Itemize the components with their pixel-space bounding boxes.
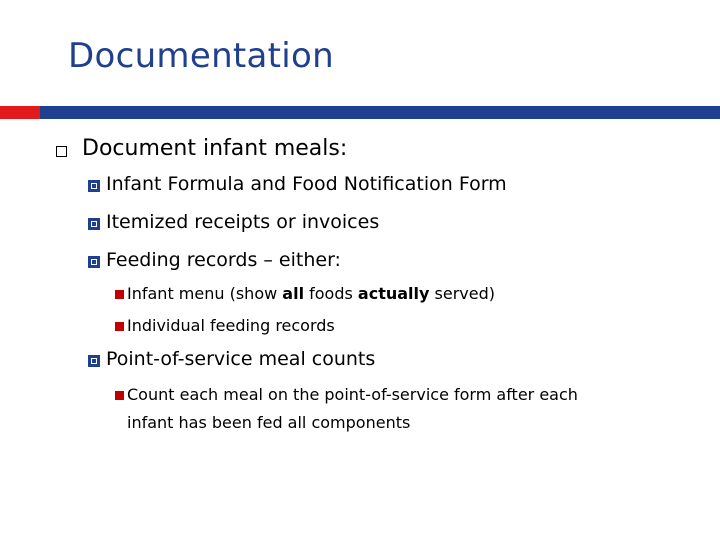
title-rule-red bbox=[0, 97, 40, 119]
bullet-document-infant-meals: Document infant meals: bbox=[82, 136, 348, 161]
menu-text-actually: actually bbox=[357, 284, 430, 303]
bullet-point-of-service: Point-of-service meal counts bbox=[106, 348, 376, 370]
bullet-itemized-receipts: Itemized receipts or invoices bbox=[106, 211, 380, 233]
filled-square-bullet-icon bbox=[88, 218, 100, 230]
menu-text-all: all bbox=[282, 284, 305, 303]
menu-text-a: Infant menu (show bbox=[127, 284, 283, 303]
menu-text-d: served) bbox=[429, 284, 495, 303]
filled-square-bullet-icon bbox=[88, 180, 100, 192]
slide-title: Documentation bbox=[68, 36, 335, 76]
bullet-notification-form: Infant Formula and Food Notification Form bbox=[106, 173, 507, 195]
red-square-bullet-icon bbox=[115, 290, 124, 299]
bullet-feeding-records: Feeding records – either: bbox=[106, 249, 341, 271]
open-square-bullet-icon bbox=[56, 146, 67, 157]
sub-bullet-count-meal-line1: Count each meal on the point-of-service form after each bbox=[127, 385, 578, 404]
sub-bullet-infant-menu bbox=[127, 284, 495, 303]
sub-bullet-count-meal-line2: infant has been fed all components bbox=[127, 413, 411, 432]
sub-bullet-individual-records: Individual feeding records bbox=[127, 316, 335, 335]
filled-square-bullet-icon bbox=[88, 355, 100, 367]
red-square-bullet-icon bbox=[115, 391, 124, 400]
filled-square-bullet-icon bbox=[88, 256, 100, 268]
red-square-bullet-icon bbox=[115, 322, 124, 331]
title-rule-blue bbox=[40, 97, 720, 119]
menu-text-c: foods bbox=[304, 284, 358, 303]
